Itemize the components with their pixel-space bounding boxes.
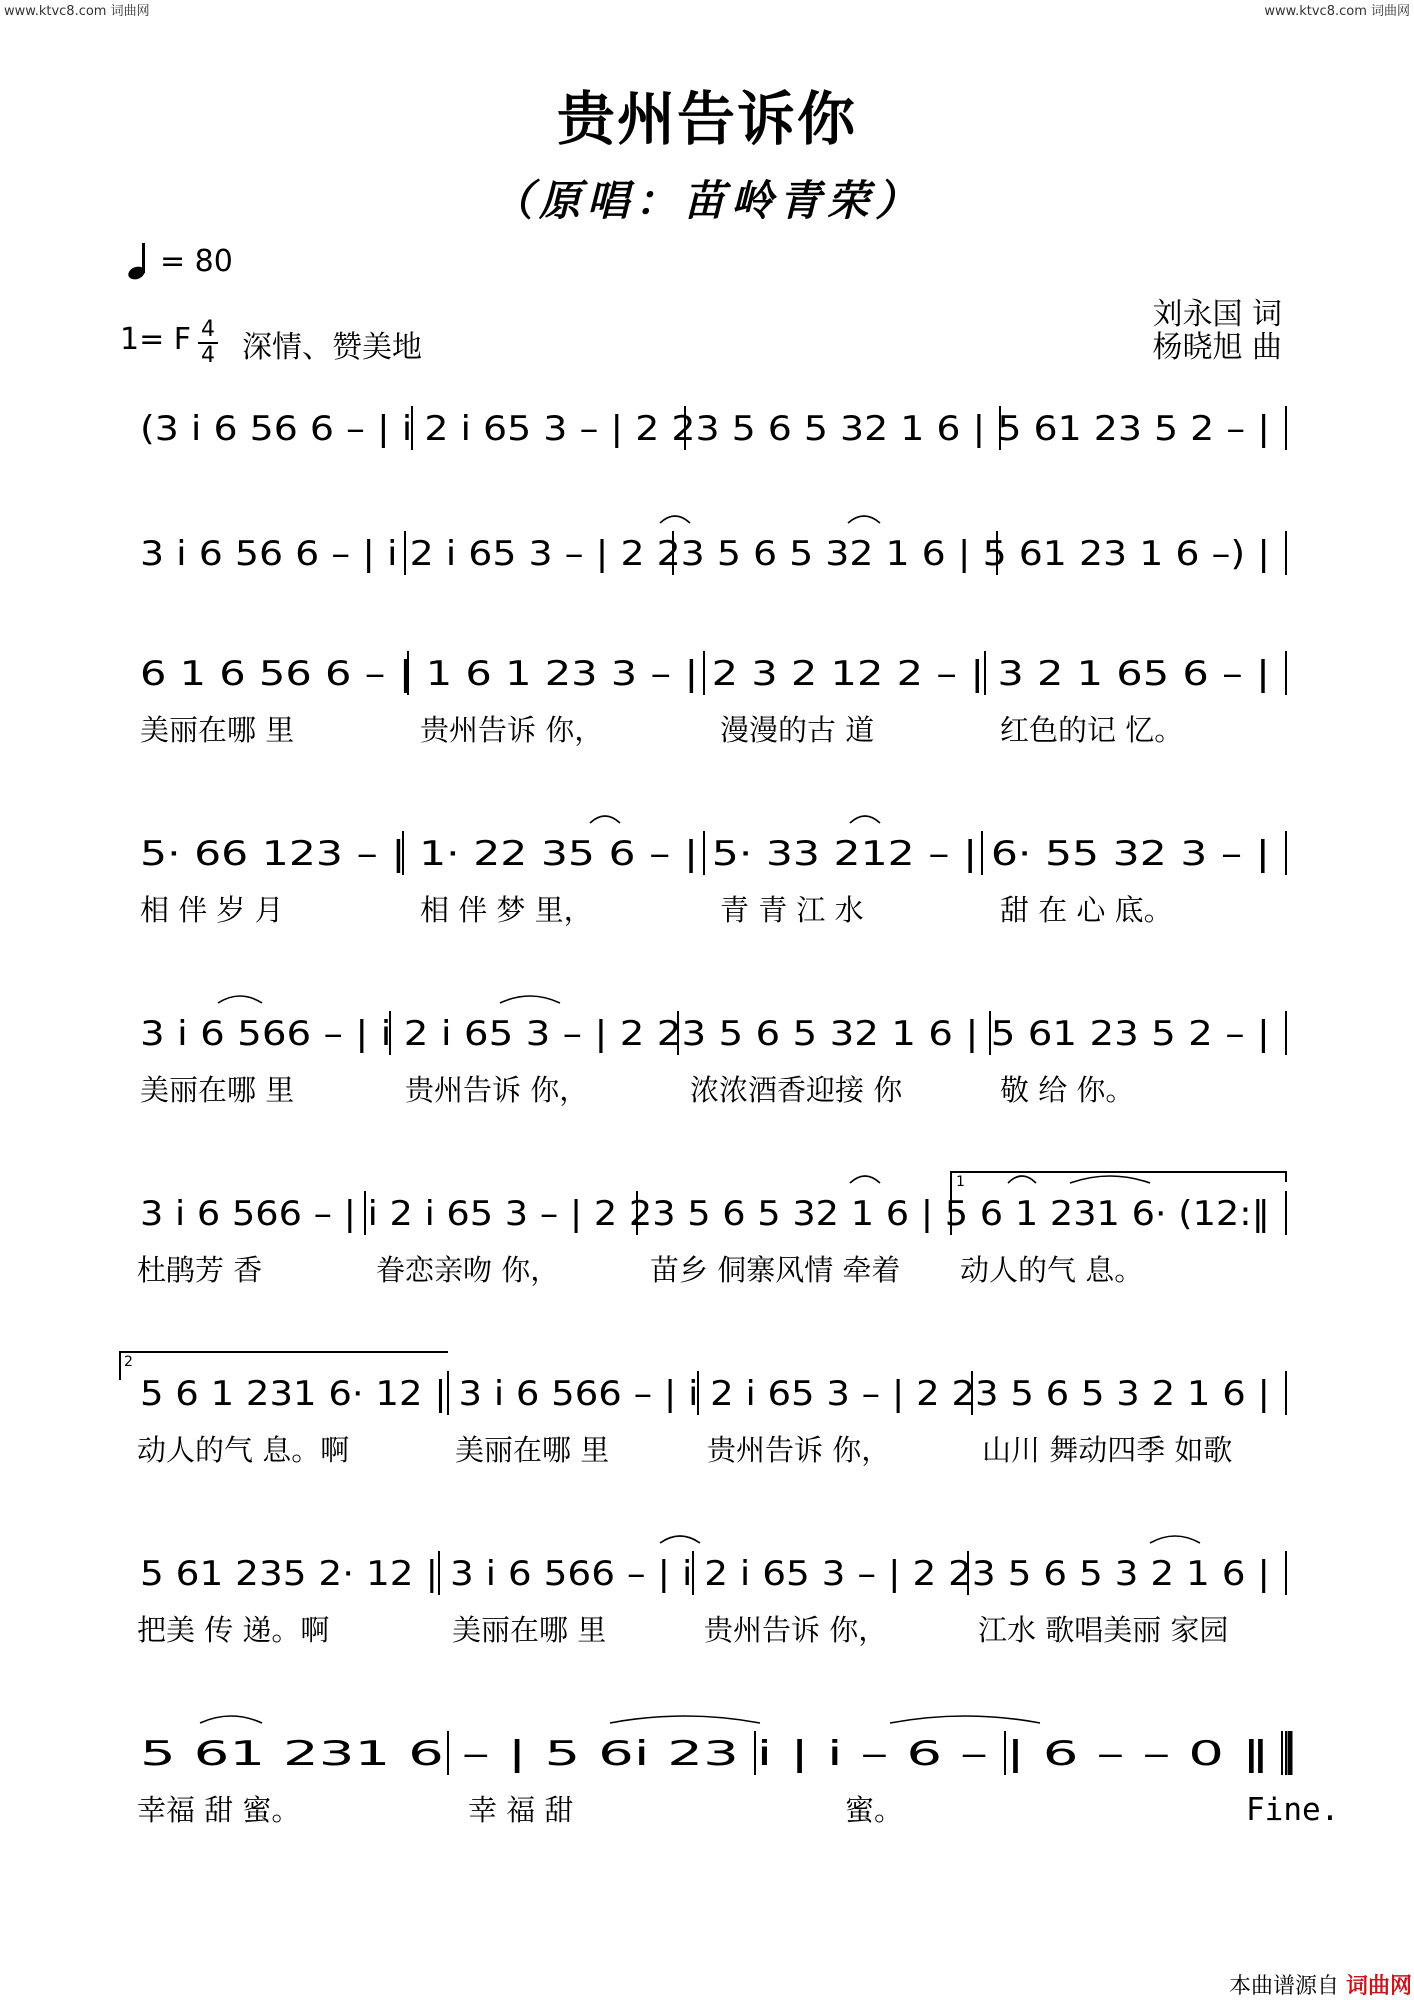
slur-mark (1070, 1176, 1150, 1183)
fine-marking: Fine. (1246, 1792, 1340, 1828)
lyric-phrase: 漫漫的古 道 (720, 713, 875, 747)
notation-line: 3 i 6 56 6 – | i 2 i 65 3 – | 2 23 5 6 5 32 1 6 | 5 61 23 1 6 –) | (140, 534, 1270, 574)
lyric-phrase: 杜鹃芳 香 (137, 1253, 263, 1287)
key-signature: 1= F (120, 322, 192, 357)
slur-mark (848, 516, 880, 523)
notation-line: 5 61 235 2· 12 | 3 i 6 566 – | i 2 i 65 3 – | 2 23 5 6 5 3 2 1 6 | (140, 1554, 1270, 1594)
slur-mark (200, 1716, 262, 1723)
volta-1-number: 1 (956, 1174, 965, 1190)
lyric-phrase: 浓浓酒香迎接 你 (690, 1073, 903, 1107)
lyric-phrase: 美丽在哪 里 (140, 713, 295, 747)
slur-mark (660, 516, 690, 523)
slur-mark (1150, 1536, 1200, 1543)
lyric-phrase: 苗乡 侗寨风情 牵着 (650, 1253, 901, 1287)
lyric-phrase: 相 伴 岁 月 (140, 893, 284, 927)
lyric-phrase: 动人的气 息。啊 (137, 1433, 350, 1467)
site-watermark-right: www.ktvc8.com 词曲网 (1264, 4, 1410, 19)
expression-marking: 深情、赞美地 (242, 330, 422, 365)
slur-mark (850, 1176, 880, 1183)
lyric-phrase: 眷恋亲吻 你， (376, 1253, 560, 1287)
lyric-phrase: 贵州告诉 你， (420, 713, 604, 747)
lyric-phrase: 把美 传 递。啊 (137, 1613, 330, 1647)
song-title: 贵州告诉你 (556, 85, 857, 153)
site-watermark-left: www.ktvc8.com 词曲网 (4, 4, 150, 19)
slur-mark (890, 1716, 1040, 1723)
composer-credit: 杨晓旭 曲 (1152, 330, 1282, 365)
lyric-phrase: 美丽在哪 里 (455, 1433, 610, 1467)
lyric-phrase: 幸 福 甜 (468, 1793, 574, 1827)
lyric-phrase: 幸福 甜 蜜。 (137, 1793, 301, 1827)
source-label: 本曲谱源自 (1228, 1974, 1339, 1999)
slur-mark (660, 1536, 700, 1543)
slur-mark (610, 1716, 760, 1723)
lyric-phrase: 贵州告诉 你， (704, 1613, 888, 1647)
slur-mark (850, 816, 880, 823)
volta-2-number: 2 (124, 1354, 133, 1370)
lyric-phrase: 敬 给 你。 (1000, 1073, 1135, 1107)
lyric-phrase: 贵州告诉 你， (405, 1073, 589, 1107)
lyric-phrase: 红色的记 忆。 (1000, 713, 1184, 747)
slur-mark (590, 816, 620, 823)
notation-line: 5· 66 123 – | 1· 22 35 6 – | 5· 33 212 – | 6· 55 32 3 – | (140, 834, 1270, 874)
original-singer: （原唱：苗岭青荣） (490, 176, 923, 225)
slur-mark (500, 996, 560, 1003)
notation-line: 5 6 1 231 6· 12 | 3 i 6 566 – | i 2 i 65 3 – | 2 23 5 6 5 3 2 1 6 | (140, 1374, 1270, 1414)
tempo: = 80 (160, 244, 233, 279)
lyric-phrase: 相 伴 梦 里， (420, 893, 593, 927)
lyric-phrase: 美丽在哪 里 (140, 1073, 295, 1107)
brand-logo-text: 词曲网 (1345, 1974, 1412, 1999)
slur-mark (218, 996, 262, 1003)
lyric-phrase: 江水 歌唱美丽 家园 (978, 1613, 1229, 1647)
lyric-phrase: 青 青 江 水 (720, 893, 864, 927)
lyric-phrase: 美丽在哪 里 (452, 1613, 607, 1647)
notation-line: 6 1 6 56 6 – | 1 6 1 23 3 – | 2 3 2 12 2 – | 3 2 1 65 6 – | (140, 654, 1270, 694)
slur-mark (1008, 1176, 1036, 1183)
lyric-phrase: 山川 舞动四季 如歌 (982, 1433, 1233, 1467)
lyric-phrase: 甜 在 心 底。 (1000, 893, 1173, 927)
lyricist-credit: 刘永国 词 (1152, 297, 1282, 332)
notation-line: 3 i 6 566 – | i 2 i 65 3 – | 2 23 5 6 5 32 1 6 | 5 61 23 5 2 – | (140, 1014, 1270, 1054)
time-signature: $\frac{4}{4}$ (198, 318, 218, 368)
notation-line: 5 61 231 6 – | 5 6i 23 i | i – 6 – | 6 – – 0 ‖ (140, 1734, 1270, 1774)
lyric-phrase: 蜜。 (845, 1793, 904, 1827)
lyric-phrase: 动人的气 息。 (960, 1253, 1144, 1287)
notation-line: 3 i 6 566 – | i 2 i 65 3 – | 2 23 5 6 5 32 1 6 | 5 6 1 231 6· (12:‖ (140, 1194, 1270, 1234)
source-footer (1229, 1969, 1412, 2000)
notation-line: (3 i 6 56 6 – | i 2 i 65 3 – | 2 23 5 6 5 32 1 6 | 5 61 23 5 2 – | (140, 409, 1270, 449)
lyric-phrase: 贵州告诉 你， (707, 1433, 891, 1467)
